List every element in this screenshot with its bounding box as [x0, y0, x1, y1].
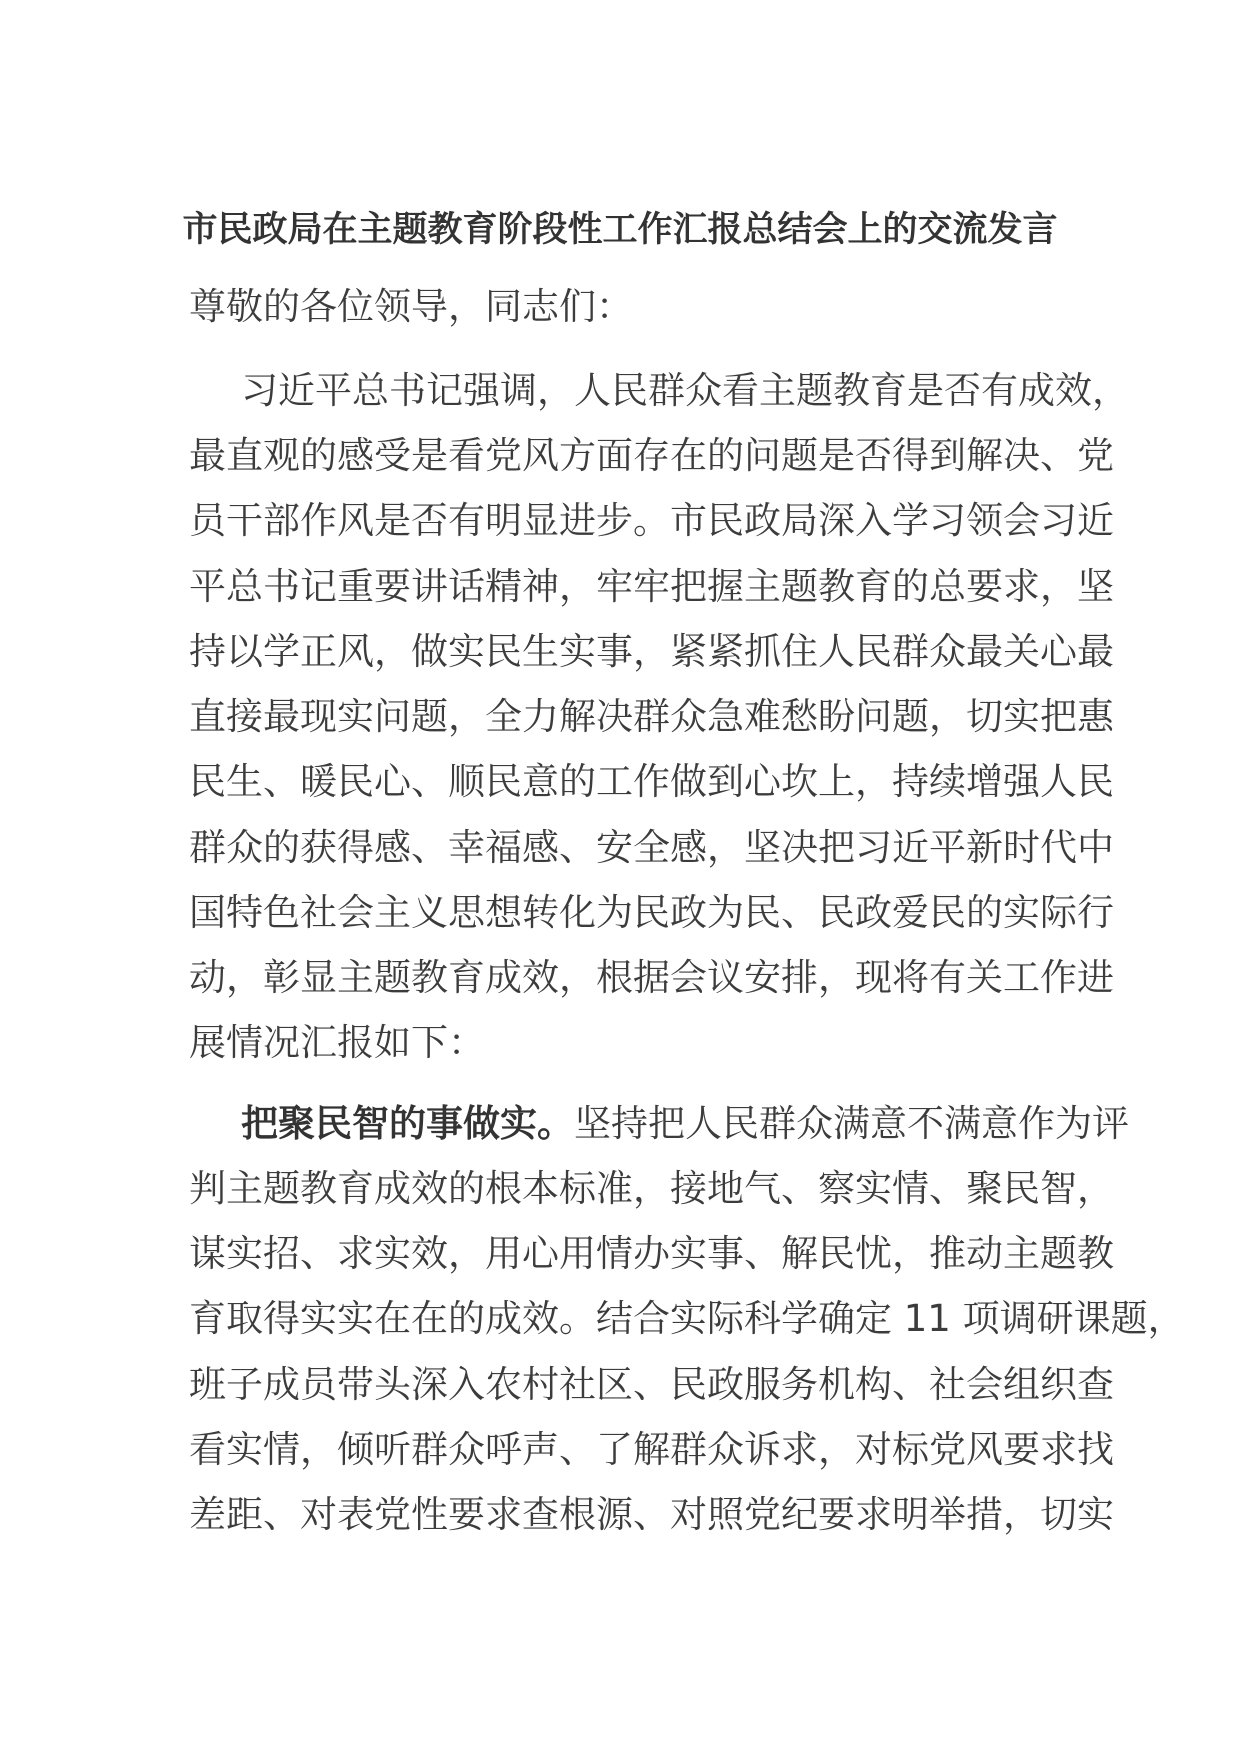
paragraph-line: 育取得实实在在的成效。结合实际科学确定 11 项调研课题， [189, 1297, 1185, 1340]
paragraph-line: 员干部作风是否有明显进步。市民政局深入学习领会习近 [189, 499, 1114, 542]
paragraph-line: 看实情，倾听群众呼声、了解群众诉求，对标党风要求找 [189, 1428, 1114, 1471]
paragraph-line: 持以学正风，做实民生实事，紧紧抓住人民群众最关心最 [189, 630, 1114, 673]
paragraph-line: 谋实招、求实效，用心用情办实事、解民忧，推动主题教 [189, 1232, 1114, 1275]
greeting: 尊敬的各位领导，同志们： [189, 285, 633, 328]
paragraph-line: 班子成员带头深入农村社区、民政服务机构、社会组织查 [189, 1363, 1114, 1406]
paragraph-line: 差距、对表党性要求查根源、对照党纪要求明举措，切实 [189, 1493, 1114, 1536]
paragraph-line: 判主题教育成效的根本标准，接地气、察实情、聚民智， [189, 1167, 1114, 1210]
paragraph-line: 直接最现实问题，全力解决群众急难愁盼问题，切实把惠 [189, 695, 1114, 738]
paragraph-line: 民生、暖民心、顺民意的工作做到心坎上，持续增强人民 [189, 760, 1114, 803]
paragraph-line: 群众的获得感、幸福感、安全感，坚决把习近平新时代中 [189, 826, 1114, 869]
paragraph-text: 坚持把人民群众满意不满意作为评 [574, 1102, 1129, 1145]
paragraph-line: 最直观的感受是看党风方面存在的问题是否得到解决、党 [189, 434, 1114, 477]
section-heading: 把聚民智的事做实。 [241, 1102, 574, 1145]
paragraph-line: 平总书记重要讲话精神，牢牢把握主题教育的总要求，坚 [189, 565, 1114, 608]
document-title: 市民政局在主题教育阶段性工作汇报总结会上的交流发言 [182, 210, 1058, 250]
paragraph-line: 展情况汇报如下： [189, 1021, 485, 1064]
paragraph-line: 国特色社会主义思想转化为民政为民、民政爱民的实际行 [189, 891, 1114, 934]
paragraph-line: 动，彰显主题教育成效，根据会议安排，现将有关工作进 [189, 956, 1114, 999]
paragraph-line [189, 1102, 1129, 1146]
paragraph-line: 习近平总书记强调，人民群众看主题教育是否有成效， [241, 369, 1129, 412]
